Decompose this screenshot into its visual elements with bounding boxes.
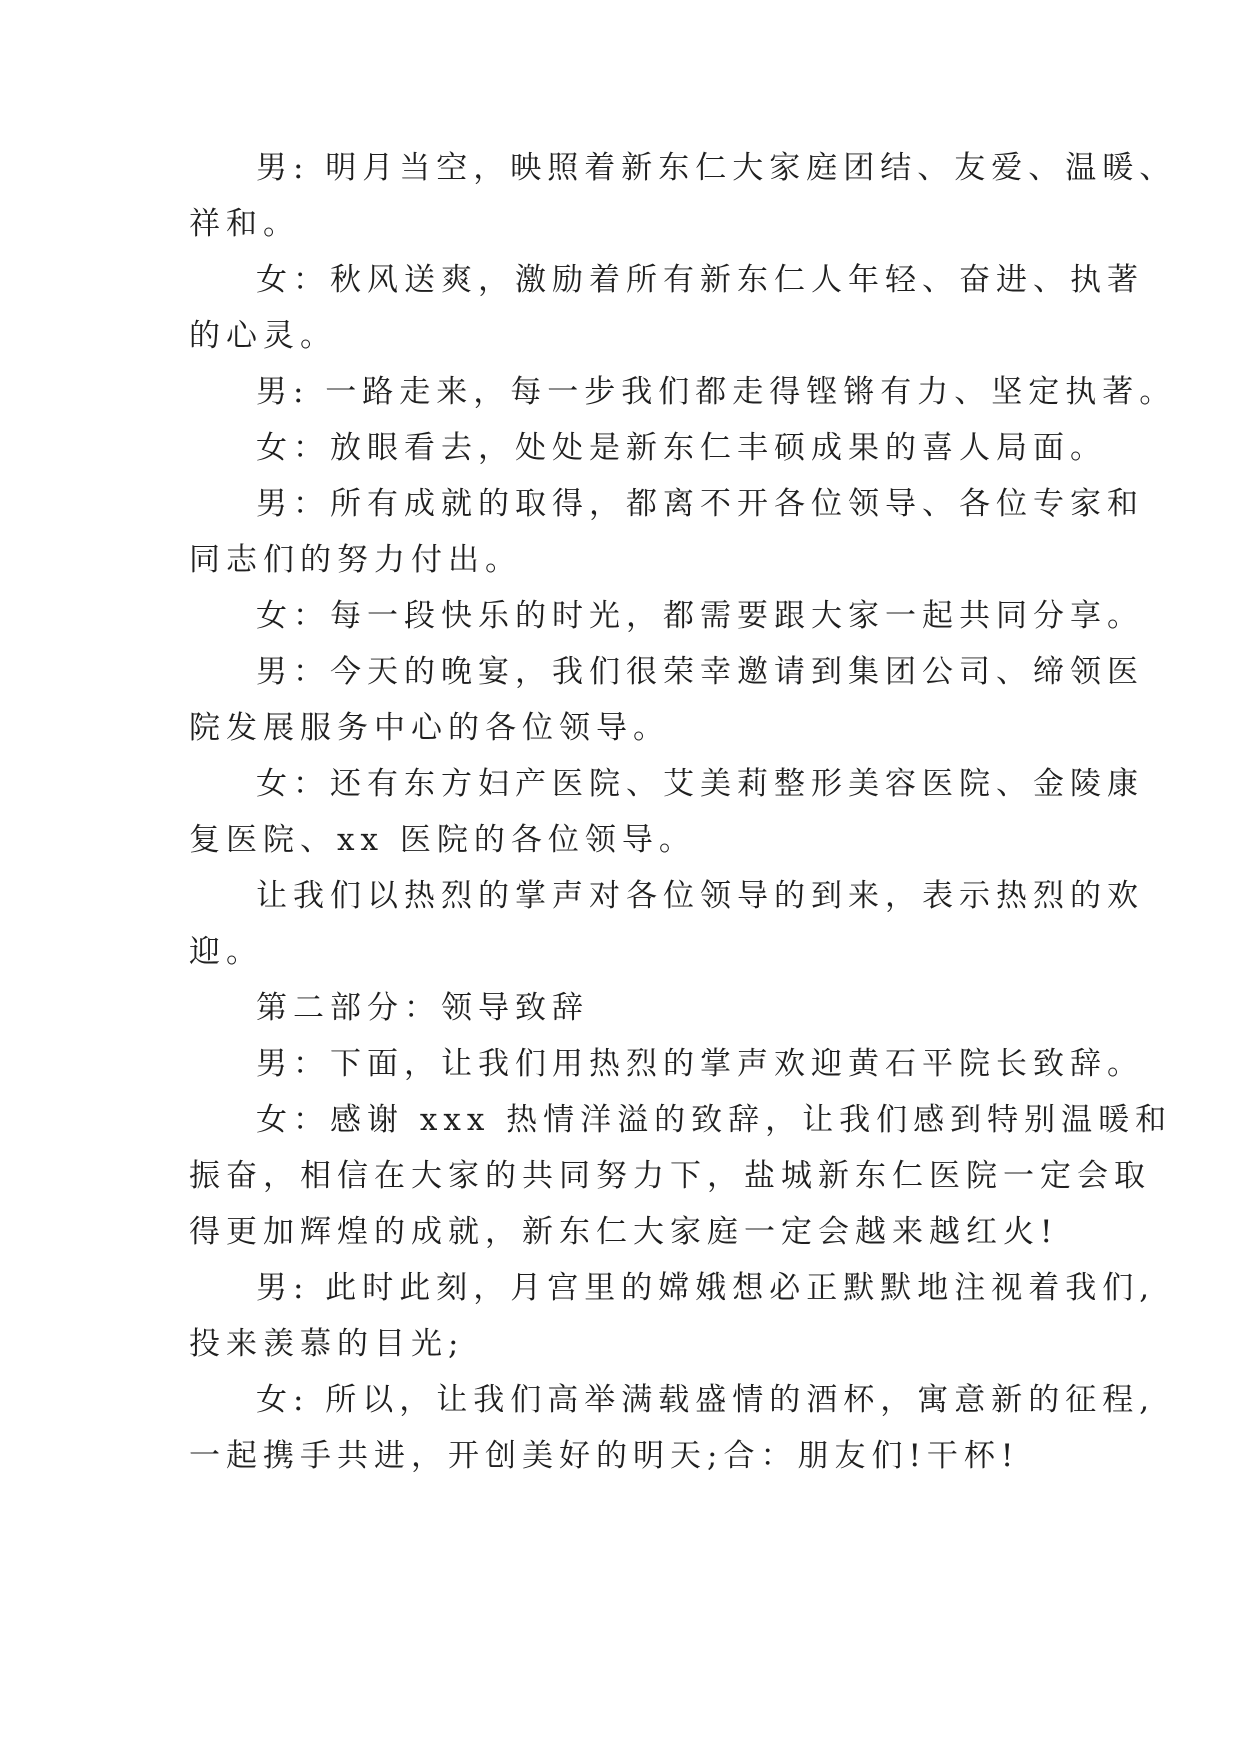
text-line: 男: 此时此刻，月宫里的嫦娥想必正默默地注视着我们, [256,1270,1156,1306]
text-line: 迎。 [189,934,263,970]
section-heading: 第二部分：领导致辞 [256,990,589,1026]
text-line: 女：秋风送爽，激励着所有新东仁人年轻、奋进、执著 [256,262,1144,298]
text-line: 女：还有东方妇产医院、艾美莉整形美容医院、金陵康 [256,766,1144,802]
text-line: 同志们的努力付出。 [189,542,522,578]
text-line: 投来羡慕的目光; [189,1326,465,1362]
text-line: 振奋，相信在大家的共同努力下，盐城新东仁医院一定会取 [189,1158,1151,1194]
text-line: 女: 所以，让我们高举满载盛情的酒杯，寓意新的征程, [256,1382,1156,1418]
text-line: 男：今天的晚宴，我们很荣幸邀请到集团公司、缔领医 [256,654,1144,690]
text-line: 复医院、xx 医院的各位领导。 [189,822,696,858]
text-line: 男：下面，让我们用热烈的掌声欢迎黄石平院长致辞。 [256,1046,1144,1082]
text-line: 男: 明月当空，映照着新东仁大家庭团结、友爱、温暖、 [256,150,1177,186]
text-line: 女：感谢 xxx 热情洋溢的致辞，让我们感到特别温暖和 [256,1102,1173,1138]
text-line: 得更加辉煌的成就，新东仁大家庭一定会越来越红火! [189,1214,1059,1250]
text-line: 的心灵。 [189,318,337,354]
text-line: 让我们以热烈的掌声对各位领导的到来，表示热烈的欢 [256,878,1144,914]
text-line: 男：所有成就的取得，都离不开各位领导、各位专家和 [256,486,1144,522]
text-line: 女：放眼看去，处处是新东仁丰硕成果的喜人局面。 [256,430,1107,466]
text-line: 一起携手共进，开创美好的明天;合：朋友们!干杯! [189,1438,1020,1474]
text-line: 女：每一段快乐的时光，都需要跟大家一起共同分享。 [256,598,1144,634]
text-line: 祥和。 [189,206,300,242]
text-line: 男: 一路走来，每一步我们都走得铿锵有力、坚定执著。 [256,374,1177,410]
text-line: 院发展服务中心的各位领导。 [189,710,670,746]
